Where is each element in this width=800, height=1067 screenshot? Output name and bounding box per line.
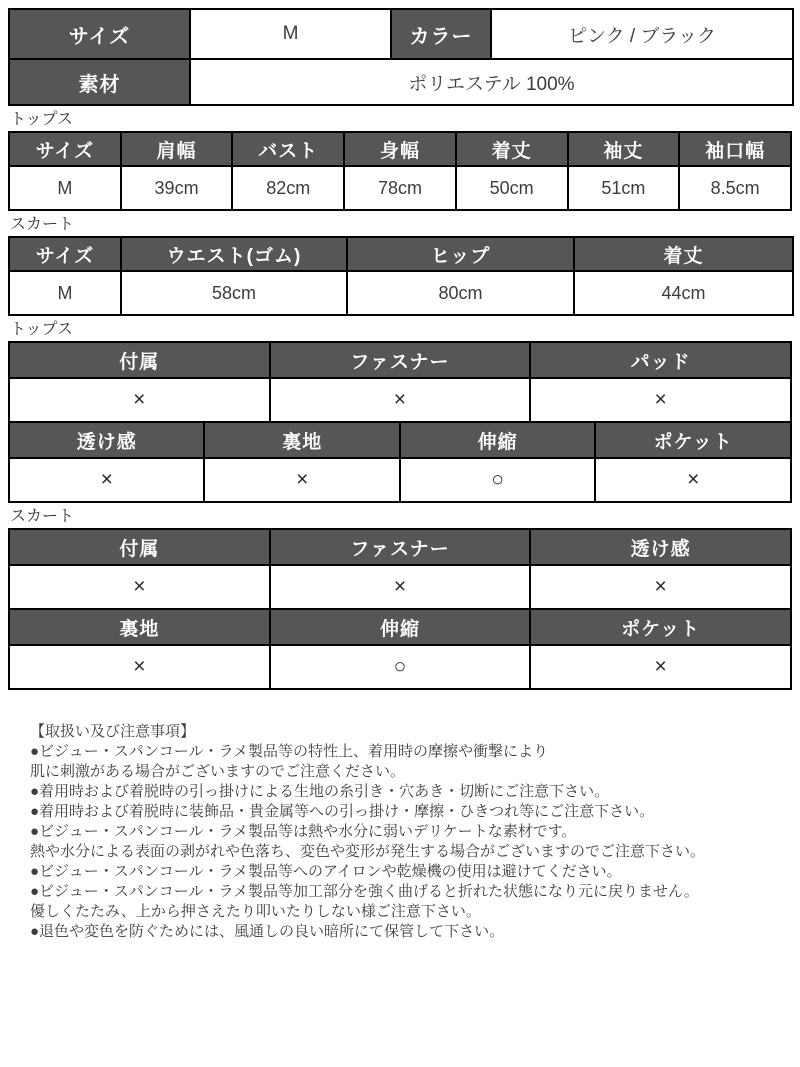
header-cell: 伸縮 xyxy=(270,609,531,645)
spec-row-size-color xyxy=(9,9,793,59)
skirt-features-header-row-2 xyxy=(9,609,791,645)
value-cell: 51cm xyxy=(568,166,680,210)
care-note-line: 肌に刺激がある場合がございますのでご注意ください。 xyxy=(30,763,406,780)
value-cell: ○ xyxy=(400,458,595,502)
value-cell: × xyxy=(270,565,531,609)
spec-material-label: 素材 xyxy=(9,59,190,105)
header-cell: ファスナー xyxy=(270,342,531,378)
tops-size-table xyxy=(8,131,792,211)
value-cell: 44cm xyxy=(574,271,793,315)
care-note-line: 優しくたたみ、上から押さえたり叩いたりしない様ご注意下さい。 xyxy=(30,903,481,920)
header-cell: ポケット xyxy=(530,609,791,645)
tops-features-header-row-2 xyxy=(9,422,791,458)
value-cell: 50cm xyxy=(456,166,568,210)
header-cell: バスト xyxy=(232,132,344,166)
care-note-line: ●着用時および着脱時に装飾品・貴金属等への引っ掛け・摩擦・ひきつれ等にご注意下さい。 xyxy=(30,803,655,820)
value-cell: M xyxy=(9,166,121,210)
value-cell: × xyxy=(270,378,531,422)
skirt-features-value-row-1 xyxy=(9,565,791,609)
spec-color-label: カラー xyxy=(391,9,491,59)
spec-size-label: サイズ xyxy=(9,9,190,59)
care-note-line: ●着用時および着脱時の引っ掛けによる生地の糸引き・穴あき・切断にご注意下さい。 xyxy=(30,783,610,800)
section-label-tops-features: トップス xyxy=(10,321,73,338)
value-cell: × xyxy=(9,378,270,422)
spec-row-material xyxy=(9,59,793,105)
value-cell: 82cm xyxy=(232,166,344,210)
value-cell: 58cm xyxy=(121,271,347,315)
tops-features-table xyxy=(8,341,792,503)
skirt-size-header-row xyxy=(9,237,793,271)
value-cell: × xyxy=(530,645,791,689)
value-cell: × xyxy=(530,565,791,609)
care-note-line: ●ビジュー・スパンコール・ラメ製品等の特性上、着用時の摩擦や衝撃により xyxy=(30,743,549,760)
section-label-tops-size: トップス xyxy=(10,111,73,128)
header-cell: 袖丈 xyxy=(568,132,680,166)
care-note-line: ●ビジュー・スパンコール・ラメ製品等は熱や水分に弱いデリケートな素材です。 xyxy=(30,823,577,840)
care-notes xyxy=(30,722,800,942)
header-cell: ウエスト(ゴム) xyxy=(121,237,347,271)
tops-features-header-row-1 xyxy=(9,342,791,378)
value-cell: ○ xyxy=(270,645,531,689)
header-cell: 伸縮 xyxy=(400,422,595,458)
skirt-features-value-row-2 xyxy=(9,645,791,689)
value-cell: 78cm xyxy=(344,166,456,210)
header-cell: 付属 xyxy=(9,342,270,378)
skirt-features-header-row-1 xyxy=(9,529,791,565)
header-cell: サイズ xyxy=(9,132,121,166)
header-cell: 着丈 xyxy=(456,132,568,166)
value-cell: × xyxy=(9,565,270,609)
tops-size-header-row xyxy=(9,132,791,166)
care-notes-title: 【取扱い及び注意事項】 xyxy=(30,723,196,740)
care-note-line: ●ビジュー・スパンコール・ラメ製品等加工部分を強く曲げると折れた状態になり元に戻りません。 xyxy=(30,883,699,900)
header-cell: ヒップ xyxy=(347,237,574,271)
care-note-line: ●退色や変色を防ぐためには、風通しの良い暗所にて保管して下さい。 xyxy=(30,923,505,940)
spec-color-value: ピンク / ブラック xyxy=(491,9,793,59)
value-cell: 80cm xyxy=(347,271,574,315)
header-cell: 袖口幅 xyxy=(679,132,791,166)
section-label-skirt-size: スカート xyxy=(10,216,75,233)
tops-features-value-row-2 xyxy=(9,458,791,502)
header-cell: 裏地 xyxy=(9,609,270,645)
spec-material-value: ポリエステル 100% xyxy=(190,59,793,105)
value-cell: 39cm xyxy=(121,166,233,210)
tops-size-value-row xyxy=(9,166,791,210)
header-cell: 透け感 xyxy=(530,529,791,565)
care-note-line: ●ビジュー・スパンコール・ラメ製品等へのアイロンや乾燥機の使用は避けてください。 xyxy=(30,863,622,880)
header-cell: 身幅 xyxy=(344,132,456,166)
skirt-size-value-row xyxy=(9,271,793,315)
skirt-features-table xyxy=(8,528,792,690)
header-cell: 裏地 xyxy=(204,422,399,458)
header-cell: ファスナー xyxy=(270,529,531,565)
header-cell: パッド xyxy=(530,342,791,378)
spec-table xyxy=(8,8,794,106)
header-cell: 透け感 xyxy=(9,422,204,458)
value-cell: M xyxy=(9,271,121,315)
header-cell: 着丈 xyxy=(574,237,793,271)
header-cell: ポケット xyxy=(595,422,791,458)
value-cell: × xyxy=(595,458,791,502)
header-cell: 付属 xyxy=(9,529,270,565)
care-note-line: 熱や水分による表面の剥がれや色落ち、変色や変形が発生する場合がございますのでご注意下さい。 xyxy=(30,843,706,860)
value-cell: × xyxy=(9,645,270,689)
header-cell: サイズ xyxy=(9,237,121,271)
header-cell: 肩幅 xyxy=(121,132,233,166)
spec-size-value: M xyxy=(190,9,391,59)
value-cell: 8.5cm xyxy=(679,166,791,210)
value-cell: × xyxy=(204,458,399,502)
tops-features-value-row-1 xyxy=(9,378,791,422)
value-cell: × xyxy=(530,378,791,422)
value-cell: × xyxy=(9,458,204,502)
section-label-skirt-features: スカート xyxy=(10,508,75,525)
skirt-size-table xyxy=(8,236,794,316)
